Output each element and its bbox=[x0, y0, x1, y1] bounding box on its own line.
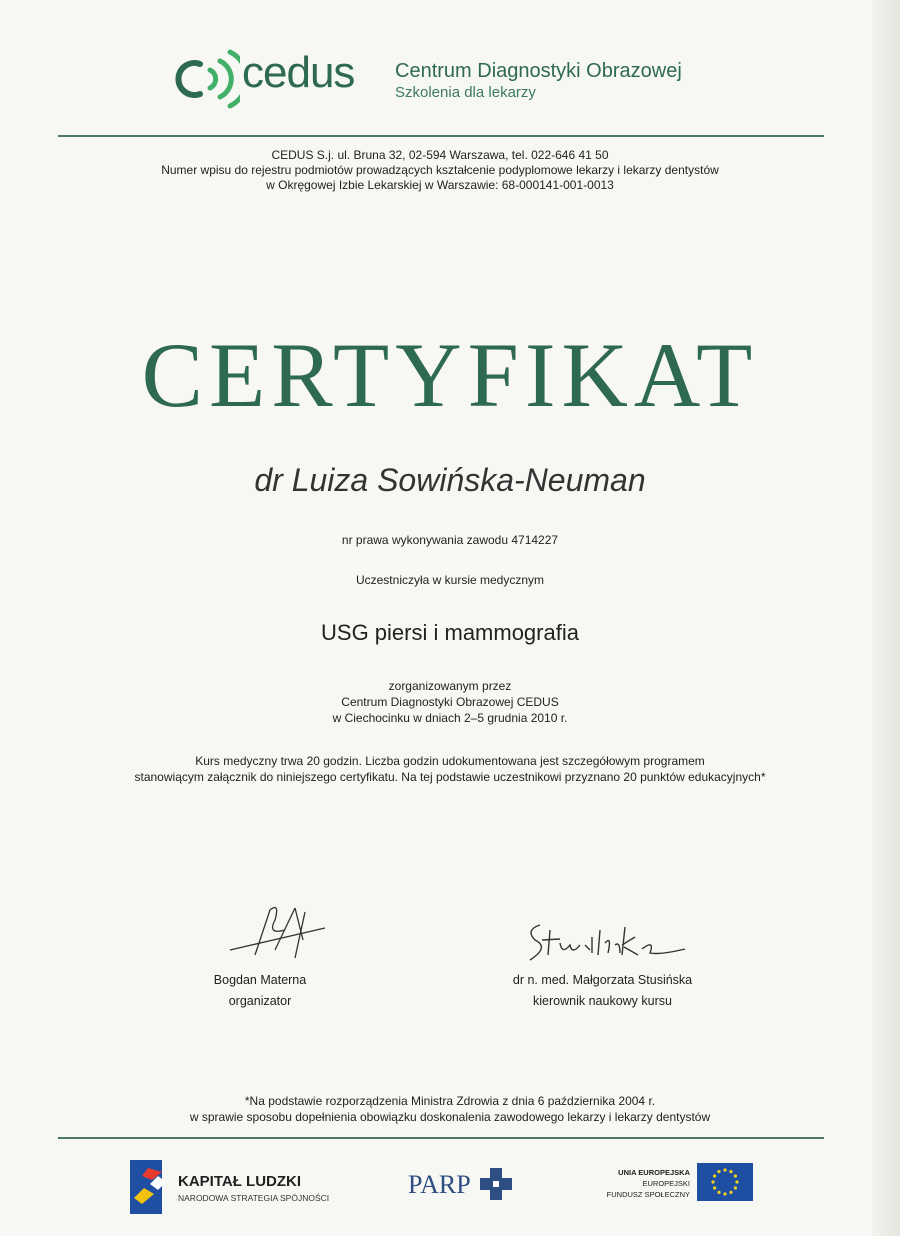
address-line-2: Numer wpisu do rejestru podmiotów prowadzących kształcenie podyplomowe lekarzy i lekarzy dentystów bbox=[161, 163, 719, 177]
eu-label-line-1: UNIA EUROPEJSKA bbox=[618, 1168, 690, 1177]
address-line-1: CEDUS S.j. ul. Bruna 32, 02-594 Warszawa, tel. 022-646 41 50 bbox=[271, 148, 609, 162]
address-line-3: w Okręgowej Izbie Lekarskiej w Warszawie: 68-000141-001-0013 bbox=[266, 178, 614, 192]
signatory-left-name: Bogdan Materna bbox=[213, 973, 307, 987]
footnote-line-2: w sprawie sposobu dopełnienia obowiązku doskonalenia zawodowego lekarzy i lekarzy dentystów bbox=[189, 1110, 711, 1124]
license-number: nr prawa wykonywania zawodu 4714227 bbox=[341, 533, 559, 547]
details-line-1: Kurs medyczny trwa 20 godzin. Liczba godzin udokumentowana jest szczegółowym programem bbox=[195, 754, 705, 768]
organized-line-1: zorganizowanym przez bbox=[388, 679, 512, 693]
parp-logo-text: PARP bbox=[408, 1170, 471, 1199]
header-divider bbox=[58, 135, 824, 137]
details-line-2: stanowiącym załącznik do niniejszego certyfikatu. Na tej podstawie uczestnikowi przyznano 20 punktów edukacyjnych* bbox=[134, 770, 766, 784]
eu-label bbox=[580, 1167, 690, 1200]
eu-label-line-3: FUNDUSZ SPOŁECZNY bbox=[606, 1190, 690, 1199]
footnote-line-1: *Na podstawie rozporządzenia Ministra Zdrowia z dnia 6 października 2004 r. bbox=[244, 1094, 656, 1108]
cedus-logo-wordmark: cedus bbox=[242, 48, 355, 97]
certificate-title: CERTYFIKAT bbox=[141, 324, 759, 426]
eu-flag-icon bbox=[697, 1163, 753, 1201]
signatory-left-role: organizator bbox=[228, 994, 292, 1008]
organized-line-2: Centrum Diagnostyki Obrazowej CEDUS bbox=[341, 695, 559, 709]
signatory-right bbox=[490, 970, 715, 1012]
org-name: Centrum Diagnostyki Obrazowej bbox=[395, 60, 682, 82]
eu-label-line-2: EUROPEJSKI bbox=[642, 1179, 690, 1188]
parp-logo-icon bbox=[476, 1166, 516, 1202]
signatory-right-role: kierownik naukowy kursu bbox=[533, 994, 672, 1008]
page-edge-shadow bbox=[872, 0, 900, 1236]
course-name: USG piersi i mammografia bbox=[321, 620, 579, 645]
kapital-ludzki-title: KAPITAŁ LUDZKI bbox=[178, 1173, 302, 1190]
footer-divider bbox=[58, 1137, 824, 1139]
org-subtitle: Szkolenia dla lekarzy bbox=[395, 84, 536, 101]
kapital-ludzki-logo-icon bbox=[128, 1158, 174, 1216]
participation-text: Uczestniczyła w kursie medycznym bbox=[355, 573, 545, 587]
recipient-name: dr Luiza Sowińska-Neuman bbox=[254, 462, 646, 498]
signatory-right-name: dr n. med. Małgorzata Stusińska bbox=[512, 973, 693, 987]
cedus-logo-icon bbox=[170, 44, 240, 114]
signature-right-image bbox=[520, 915, 695, 970]
organized-line-3: w Ciechocinku w dniach 2–5 grudnia 2010 r. bbox=[332, 711, 568, 725]
signatory-left bbox=[180, 970, 340, 1012]
kapital-ludzki-subtitle: NARODOWA STRATEGIA SPÓJNOŚCI bbox=[178, 1193, 330, 1203]
signature-left-image bbox=[225, 900, 335, 965]
